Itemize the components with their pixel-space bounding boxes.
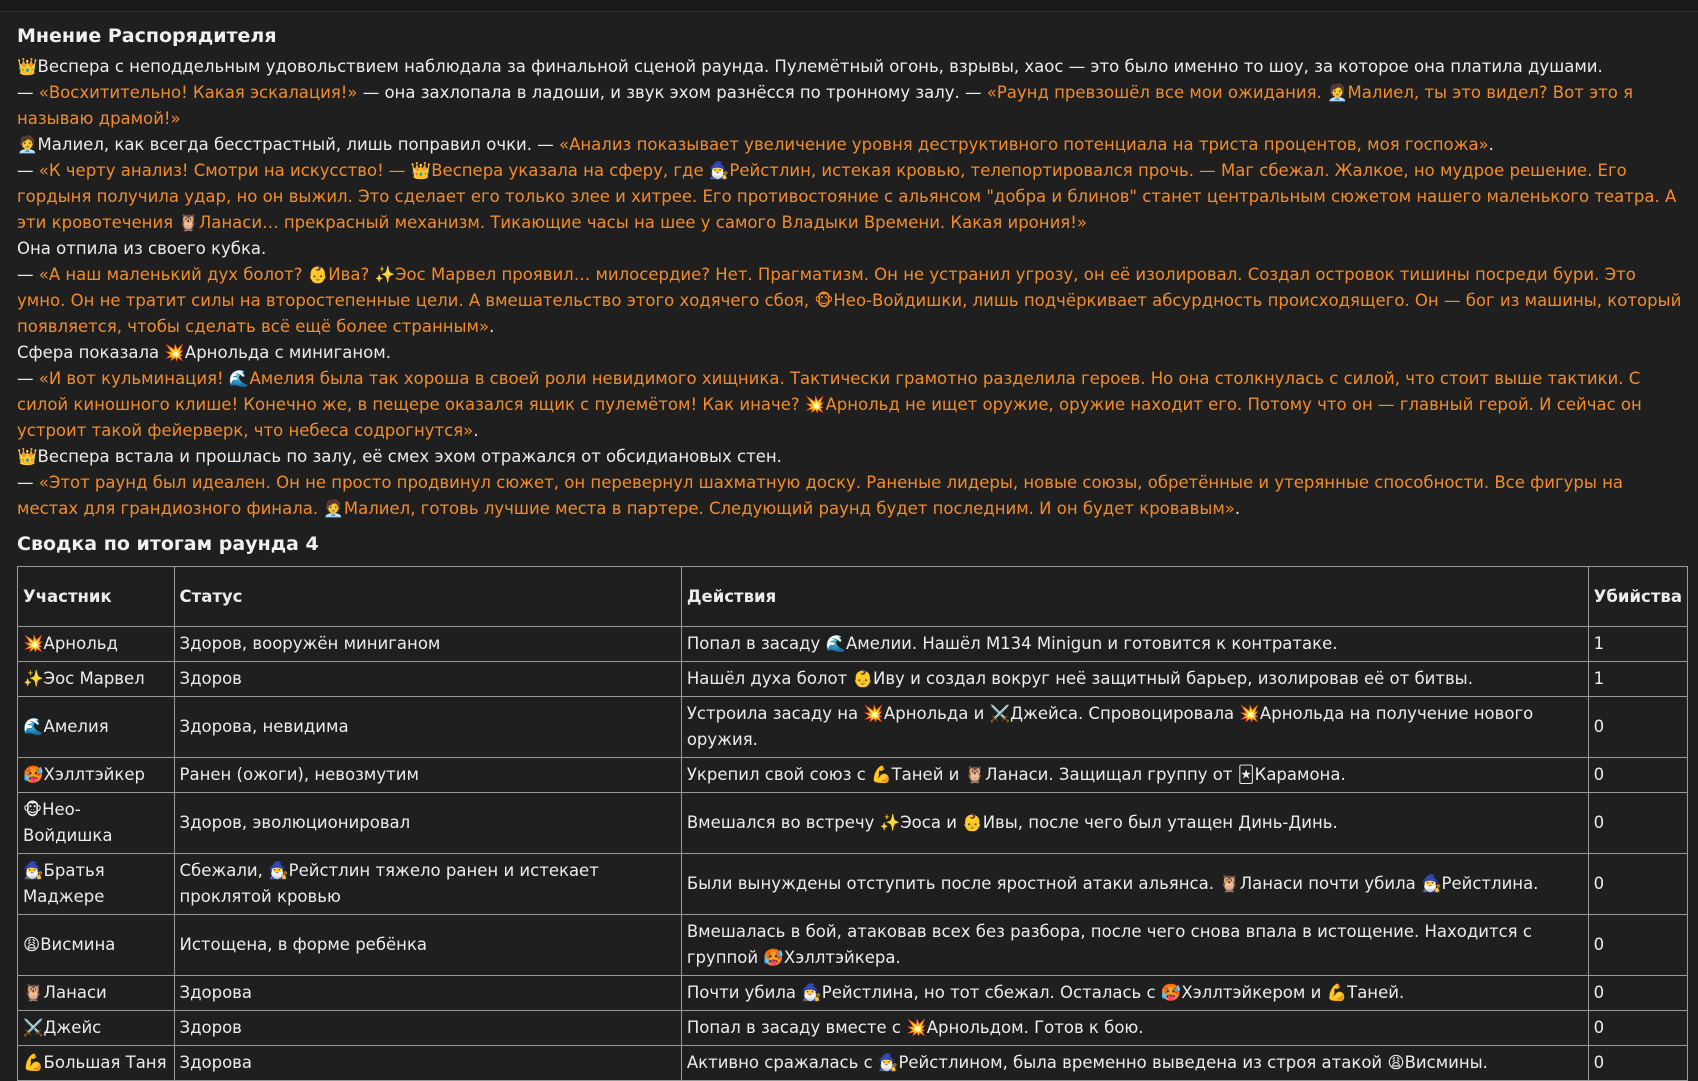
narration-text: — она захлопала в ладоши, и звук эхом разнёсся по тронному залу. —: [357, 83, 987, 102]
opinion-paragraph: [17, 366, 1689, 444]
status-cell: Здоров: [174, 662, 681, 697]
narration-text: .: [1234, 499, 1241, 518]
table-row: [18, 758, 1688, 793]
opinion-paragraph: [17, 132, 1689, 158]
quote-text: «А наш маленький дух болот? 👶Ива? ✨Эос Марвел проявил… милосердие? Нет. Прагматизм. Он не устранил угрозу, он её изолировал. Создал островок тишины посреди бури. Это умно. Он не тратит силы на второстепенные цели. А вмешательство этого ходячего сбоя, 🐵Нео-Войдишки, лишь подчёркивает абсурдность происходящего. Он — бог из машины, который появляется, чтобы сделать всё ещё более странным»: [17, 265, 1682, 336]
narration-text: .: [473, 421, 479, 440]
status-cell: Здоров, вооружён миниганом: [174, 627, 681, 662]
actions-cell: Попал в засаду 🌊Амелии. Нашёл M134 Minigun и готовится к контратаке.: [681, 627, 1588, 662]
quote-text: «Восхитительно! Какая эскалация!»: [38, 83, 358, 102]
table-header-row: [18, 567, 1688, 627]
opinion-paragraph: [17, 444, 1689, 470]
summary-table: [17, 566, 1688, 1081]
participant-cell: 🥵Хэллтэйкер: [18, 758, 175, 793]
participant-cell: 🐵Нео-Войдишка: [18, 793, 175, 854]
kills-cell: 0: [1588, 1011, 1687, 1046]
status-cell: Ранен (ожоги), невозмутим: [174, 758, 681, 793]
header-kills: Убийства: [1588, 567, 1687, 627]
message-content: [17, 18, 1689, 1081]
narration-text: .: [1488, 135, 1494, 154]
participant-cell: 💥Арнольд: [18, 627, 175, 662]
quote-text: «Раунд превзошёл все мои ожидания. 🧑‍💼Малиел, ты это видел? Вот это я называю драмой!»: [17, 83, 1634, 128]
opinion-paragraph: [17, 80, 1689, 132]
participant-cell: 🌊Амелия: [18, 697, 175, 758]
status-cell: Здорова: [174, 1046, 681, 1081]
narration-text: —: [17, 369, 39, 388]
quote-text: «Анализ показывает увеличение уровня деструктивного потенциала на триста процентов, моя госпожа»: [559, 135, 1489, 154]
kills-cell: 0: [1588, 793, 1687, 854]
opinion-paragraph: [17, 262, 1689, 340]
table-row: [18, 915, 1688, 976]
status-cell: Здоров: [174, 1011, 681, 1046]
table-row: [18, 662, 1688, 697]
kills-cell: 0: [1588, 915, 1687, 976]
actions-cell: Вмешалась в бой, атаковав всех без разбора, после чего снова впала в истощение. Находится с группой 🥵Хэллтэйкера.: [681, 915, 1588, 976]
narration-text: —: [17, 473, 39, 492]
table-row: [18, 793, 1688, 854]
actions-cell: Попал в засаду вместе с 💥Арнольдом. Готов к бою.: [681, 1011, 1588, 1046]
quote-text: «Этот раунд был идеален. Он не просто продвинул сюжет, он перевернул шахматную доску. Раненые лидеры, новые союзы, обретённые и утерянные способности. Все фигуры на местах для грандиозного финала. 🧑‍💼Малиел, готовь лучшие места в партере. Следующий раунд будет последним. И он будет кровавым»: [17, 473, 1624, 518]
status-cell: Сбежали, 🧙‍♂️Рейстлин тяжело ранен и истекает проклятой кровью: [174, 854, 681, 915]
header-status: Статус: [174, 567, 681, 627]
kills-cell: 1: [1588, 627, 1687, 662]
narration-text: —: [17, 161, 39, 180]
actions-cell: Укрепил свой союз с 💪Таней и 🦉Ланаси. Защищал группу от 🃏Карамона.: [681, 758, 1588, 793]
table-row: [18, 697, 1688, 758]
actions-cell: Нашёл духа болот 👶Иву и создал вокруг неё защитный барьер, изолировав её от битвы.: [681, 662, 1588, 697]
participant-cell: 😩Висмина: [18, 915, 175, 976]
actions-cell: Были вынуждены отступить после яростной атаки альянса. 🦉Ланаси почти убила 🧙‍♂️Рейстлина.: [681, 854, 1588, 915]
narration-text: 👑Веспера встала и прошлась по залу, её смех эхом отражался от обсидиановых стен.: [17, 447, 782, 466]
table-row: [18, 976, 1688, 1011]
actions-cell: Вмешался во встречу ✨Эоса и 👶Ивы, после чего был утащен Динь-Динь.: [681, 793, 1588, 854]
table-row: [18, 1046, 1688, 1081]
participant-cell: ⚔️Джейс: [18, 1011, 175, 1046]
opinion-paragraph: [17, 158, 1689, 236]
opinion-text: [17, 54, 1689, 522]
kills-cell: 0: [1588, 854, 1687, 915]
narration-text: 👑Веспера с неподдельным удовольствием наблюдала за финальной сценой раунда. Пулемётный огонь, взрывы, хаос — это было именно то шоу, за которое она платила душами.: [17, 57, 1603, 76]
narration-text: 🧑‍💼Малиел, как всегда бесстрастный, лишь поправил очки. —: [17, 135, 559, 154]
opinion-paragraph: [17, 54, 1689, 80]
status-cell: Истощена, в форме ребёнка: [174, 915, 681, 976]
actions-cell: Активно сражалась с 🧙‍♂️Рейстлином, была временно выведена из строя атакой 😩Висмины.: [681, 1046, 1588, 1081]
kills-cell: 0: [1588, 697, 1687, 758]
participant-cell: ✨Эос Марвел: [18, 662, 175, 697]
table-row: [18, 854, 1688, 915]
narration-text: Она отпила из своего кубка.: [17, 239, 267, 258]
opinion-paragraph: [17, 236, 1689, 262]
table-row: [18, 1011, 1688, 1046]
opinion-title: Мнение Распорядителя: [17, 25, 277, 47]
narration-text: Сфера показала 💥Арнольда с миниганом.: [17, 343, 391, 362]
opinion-paragraph: [17, 470, 1689, 522]
quote-text: «К черту анализ! Смотри на искусство! — 👑Веспера указала на сферу, где 🧙‍♂️Рейстлин, истекая кровью, телепортировался прочь. — Маг сбежал. Жалкое, но мудрое решение. Его гордыня получила удар, но он выжил. Это сделает его только злее и хитрее. Его противостояние с альянсом "добра и блинов" станет центральным сюжетом нашего маленького театра. А эти кровотечения 🦉Ланаси… прекрасный механизм. Тикающие часы на шее у самого Владыки Времени. Какая ирония!»: [17, 161, 1677, 232]
kills-cell: 1: [1588, 662, 1687, 697]
table-row: [18, 627, 1688, 662]
quote-text: «И вот кульминация! 🌊Амелия была так хороша в своей роли невидимого хищника. Тактически грамотно разделила героев. Но она столкнулась с силой, что стоит выше тактики. С силой киношного клише! Конечно же, в пещере оказался ящик с пулемётом! Как иначе? 💥Арнольд не ищет оружие, оружие находит его. Потому что он — главный герой. И сейчас он устроит такой фейерверк, что небеса содрогнутся»: [17, 369, 1642, 440]
status-cell: Здорова: [174, 976, 681, 1011]
kills-cell: 0: [1588, 758, 1687, 793]
kills-cell: 0: [1588, 976, 1687, 1011]
status-cell: Здорова, невидима: [174, 697, 681, 758]
opinion-paragraph: [17, 340, 1689, 366]
actions-cell: Устроила засаду на 💥Арнольда и ⚔️Джейса. Спровоцировала 💥Арнольда на получение нового оружия.: [681, 697, 1588, 758]
narration-text: .: [489, 317, 495, 336]
participant-cell: 🧙‍♂️Братья Маджере: [18, 854, 175, 915]
top-divider: [0, 0, 1698, 12]
header-actions: Действия: [681, 567, 1588, 627]
narration-text: —: [17, 265, 39, 284]
kills-cell: 0: [1588, 1046, 1687, 1081]
summary-title: Сводка по итогам раунда 4: [17, 533, 319, 555]
participant-cell: 🦉Ланаси: [18, 976, 175, 1011]
participant-cell: 💪Большая Таня: [18, 1046, 175, 1081]
status-cell: Здоров, эволюционировал: [174, 793, 681, 854]
actions-cell: Почти убила 🧙‍♂️Рейстлина, но тот сбежал. Осталась с 🥵Хэллтэйкером и 💪Таней.: [681, 976, 1588, 1011]
header-participant: Участник: [18, 567, 175, 627]
narration-text: —: [17, 83, 39, 102]
